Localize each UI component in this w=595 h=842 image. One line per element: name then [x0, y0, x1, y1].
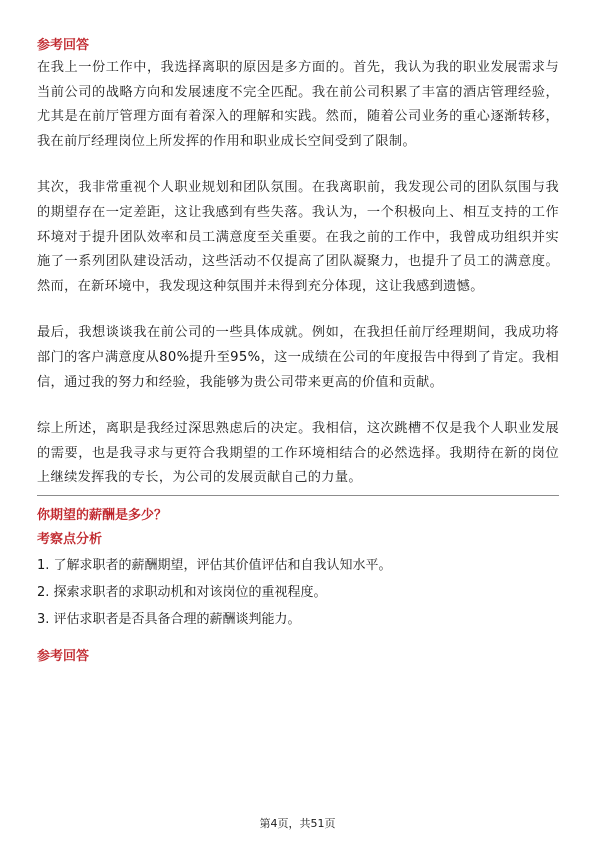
analysis-point-2: 2. 探索求职者的求职动机和对该岗位的重视程度。 [37, 584, 327, 600]
answer-paragraph-2: 其次，我非常重视个人职业规划和团队氛围。在我离职前，我发现公司的团队氛围与我的期望存在一定差距，这让我感到有些失落。我认为，一个积极向上、相互支持的工作环境对于提升团队效率和员工满意度至关重要。在我之前的工作中，我曾成功组织并实施了一系列团队建设活动，这些活动不仅提高了团队凝聚力，也提升了员工的满意度。然而，在新环境中，我发现这种氛围并未得到充分体现，这让我感到遗憾。 [37, 180, 559, 294]
section-divider [37, 495, 559, 496]
document-page [37, 36, 559, 667]
answer-paragraph-1: 在我上一份工作中，我选择离职的原因是多方面的。首先，我认为我的职业发展需求与当前公司的战略方向和发展速度不完全匹配。我在前公司积累了丰富的酒店管理经验，尤其是在前厅管理方面有着深入的理解和实践。然而，随着公司业务的重心逐渐转移，我在前厅经理岗位上所发挥的作用和职业成长空间受到了限制。 [37, 60, 559, 149]
question-title: 你期望的薪酬是多少？ [37, 507, 168, 523]
analysis-point-1: 1. 了解求职者的薪酬期望，评估其价值评估和自我认知水平。 [37, 557, 392, 573]
answer-paragraph-4: 综上所述，离职是我经过深思熟虑后的决定。我相信，这次跳槽不仅是我个人职业发展的需要，也是我寻求与更符合我期望的工作环境相结合的必然选择。我期待在新的岗位上继续发挥我的专长，为公司的发展贡献自己的力量。 [37, 421, 559, 486]
reference-answer-heading-2: 参考回答 [37, 648, 90, 664]
analysis-point-3: 3. 评估求职者是否具备合理的薪酬谈判能力。 [37, 611, 301, 627]
reference-answer-heading: 参考回答 [37, 38, 90, 53]
answer-paragraph-3: 最后，我想谈谈我在前公司的一些具体成就。例如，在我担任前厅经理期间，我成功将部门的客户满意度从80%提升至95%，这一成绩在公司的年度报告中得到了肯定。我相信，通过我的努力和经验，我能够为贵公司带来更高的价值和贡献。 [37, 325, 559, 390]
analysis-heading: 考察点分析 [37, 531, 103, 547]
page-number: 第4页，共51页 [259, 817, 336, 830]
